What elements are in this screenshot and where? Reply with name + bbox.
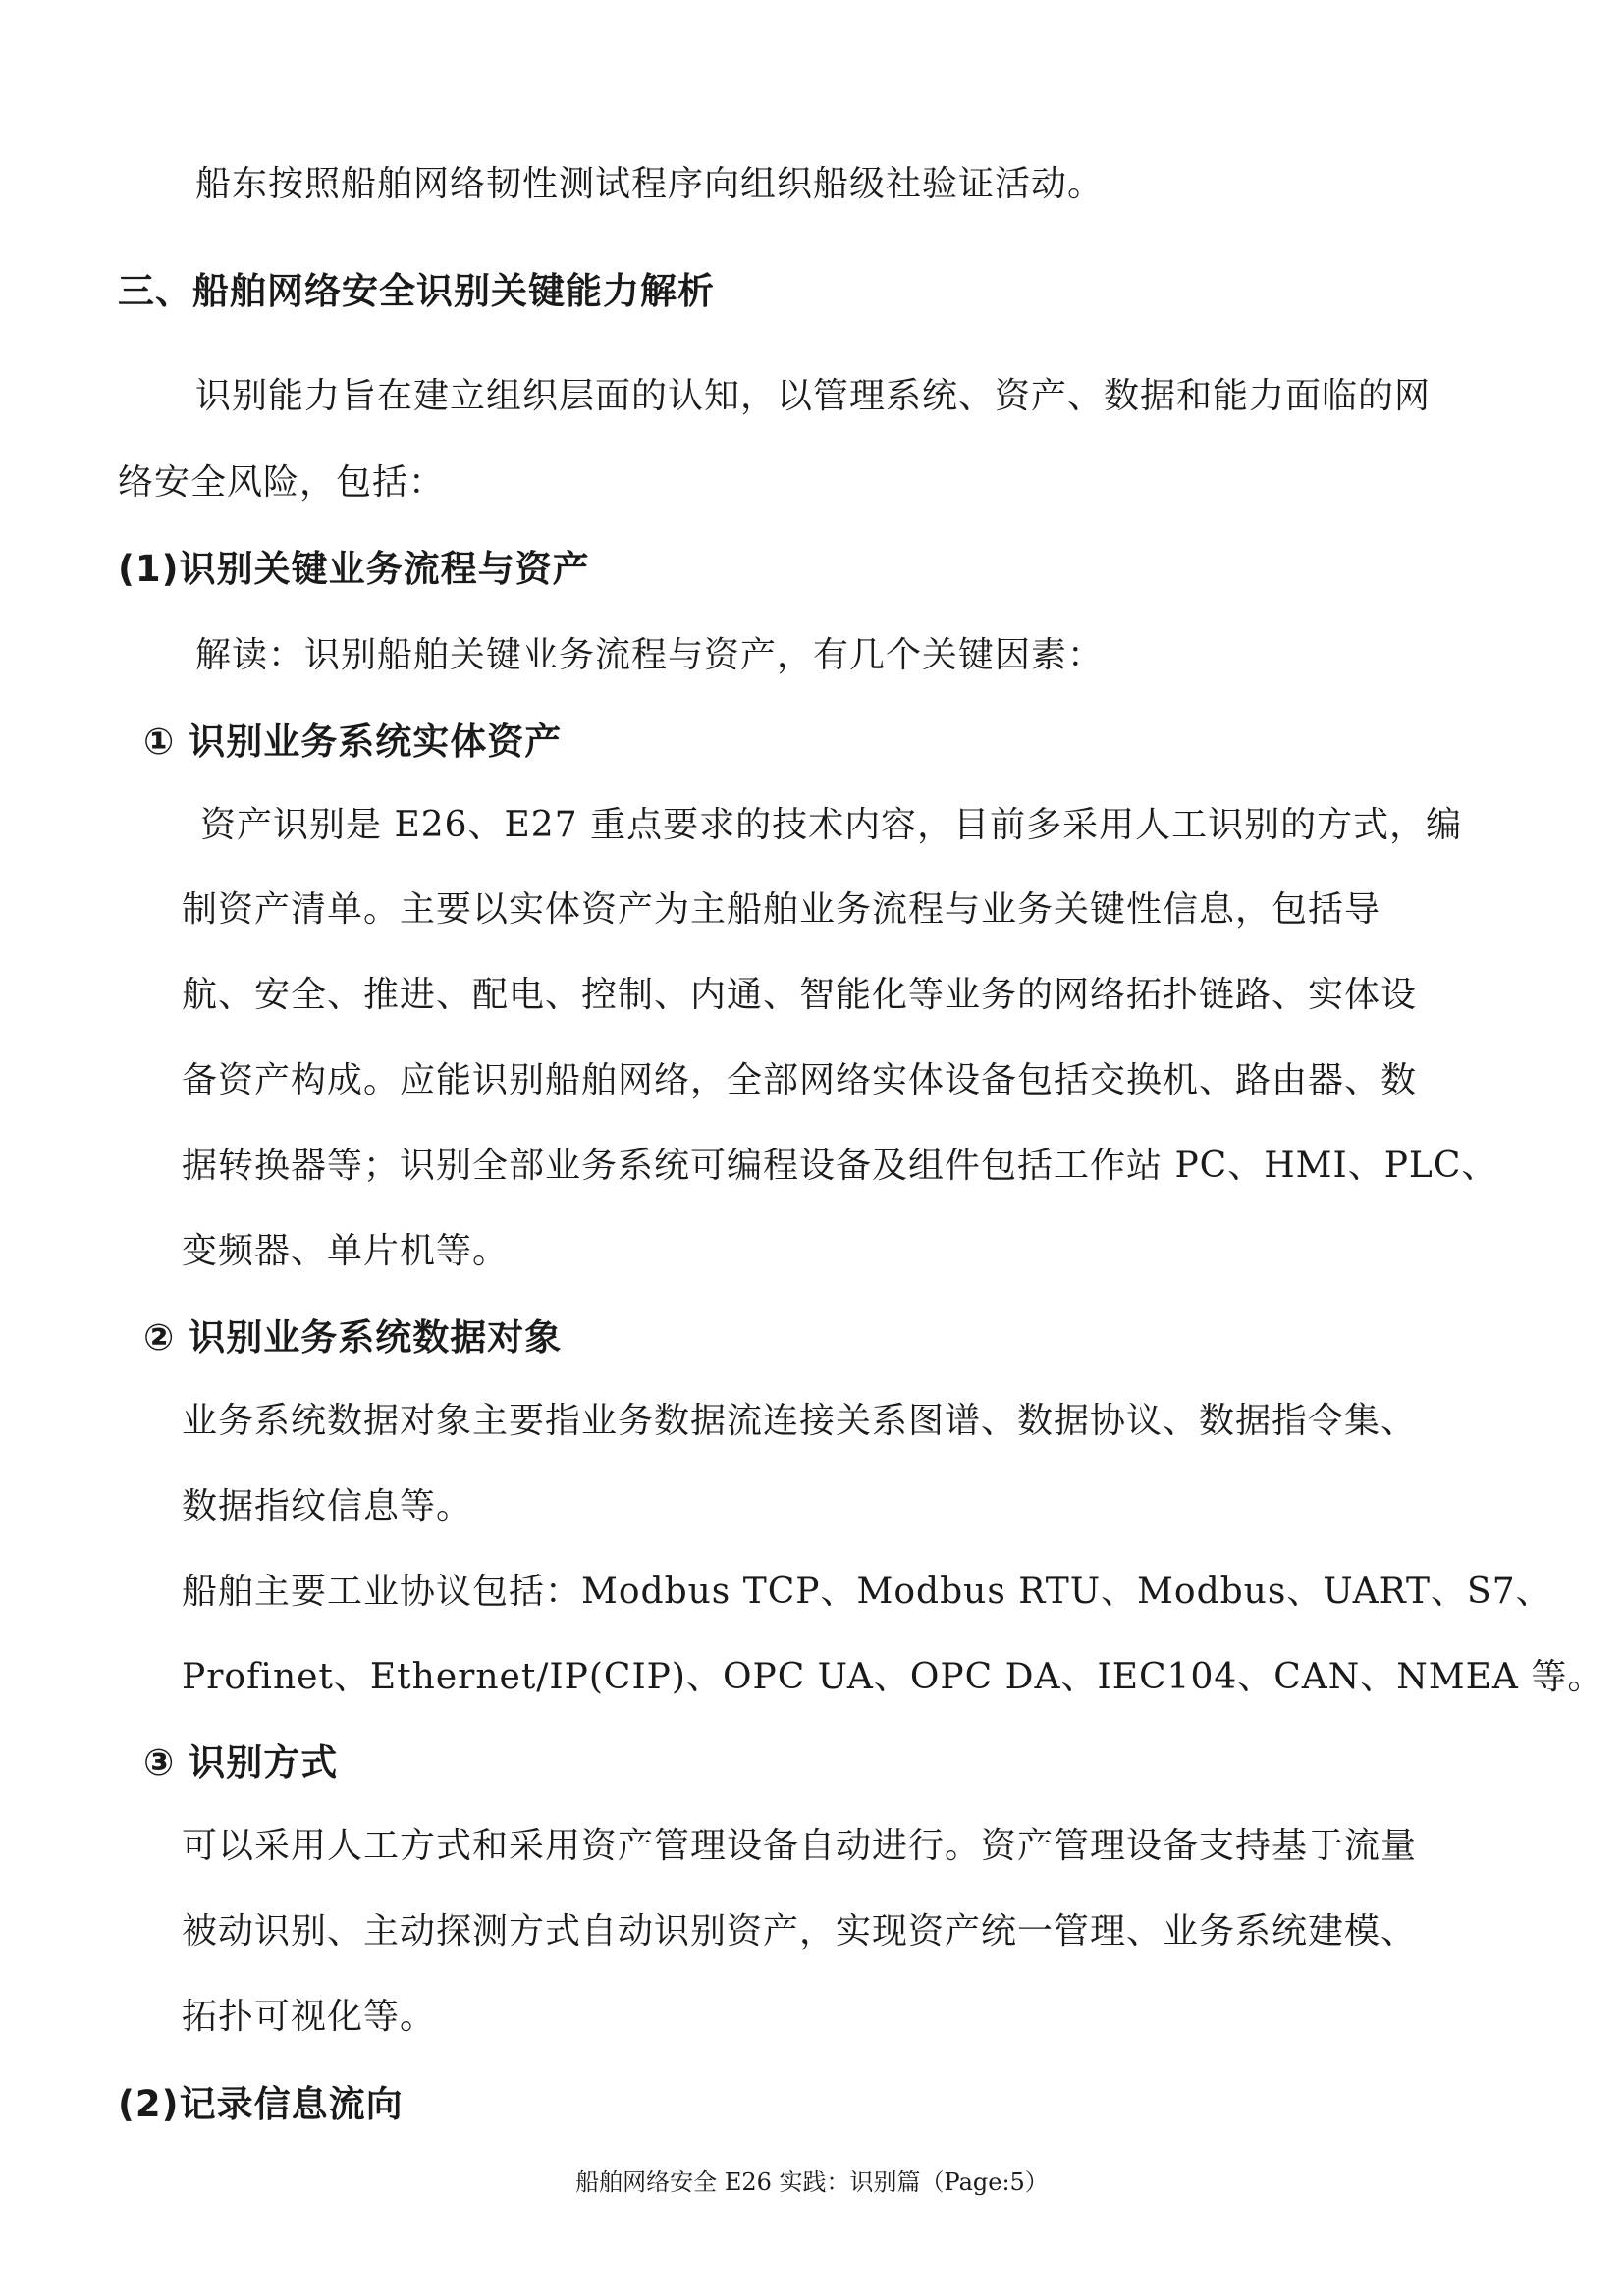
paragraph-line: 航、安全、推进、配电、控制、内通、智能化等业务的网络拓扑链路、实体设	[182, 975, 1418, 1015]
item-heading: ② 识别业务系统数据对象	[143, 1316, 563, 1359]
paragraph-line: 业务系统数据对象主要指业务数据流连接关系图谱、数据协议、数据指令集、	[182, 1401, 1418, 1441]
subsection-heading: (1)识别关键业务流程与资产	[118, 548, 590, 590]
paragraph-line: 备资产构成。应能识别船舶网络，全部网络实体设备包括交换机、路由器、数	[182, 1060, 1418, 1100]
item-heading: ③ 识别方式	[143, 1741, 339, 1784]
paragraph-line: 据转换器等；识别全部业务系统可编程设备及组件包括工作站 PC、HMI、PLC、	[182, 1146, 1498, 1186]
section-heading: 三、船舶网络安全识别关键能力解析	[118, 270, 715, 312]
paragraph-line: 识别能力旨在建立组织层面的认知，以管理系统、资产、数据和能力面临的网	[195, 376, 1432, 416]
paragraph-line: 被动识别、主动探测方式自动识别资产，实现资产统一管理、业务系统建模、	[182, 1911, 1418, 1951]
subsection-heading: (2)记录信息流向	[118, 2083, 404, 2125]
paragraph-line: 可以采用人工方式和采用资产管理设备自动进行。资产管理设备支持基于流量	[182, 1826, 1418, 1866]
item-heading: ① 识别业务系统实体资产	[143, 721, 563, 763]
page-footer: 船舶网络安全 E26 实践：识别篇（Page:5）	[575, 2168, 1049, 2196]
paragraph-line: 拓扑可视化等。	[182, 1997, 437, 2037]
paragraph-line: 数据指纹信息等。	[182, 1486, 473, 1526]
paragraph-line: 制资产清单。主要以实体资产为主船舶业务流程与业务关键性信息，包括导	[182, 889, 1381, 930]
paragraph-line: 变频器、单片机等。	[182, 1231, 510, 1271]
paragraph-line: 船舶主要工业协议包括：Modbus TCP、Modbus RTU、Modbus、UART、S7、	[182, 1572, 1552, 1612]
paragraph-line: Profinet、Ethernet/IP(CIP)、OPC UA、OPC DA、IEC104、CAN、NMEA 等。	[182, 1657, 1604, 1697]
paragraph-line: 船东按照船舶网络韧性测试程序向组织船级社验证活动。	[195, 164, 1105, 204]
paragraph-line: 资产识别是 E26、E27 重点要求的技术内容，目前多采用人工识别的方式，编	[200, 805, 1463, 845]
paragraph-line: 络安全风险，包括：	[118, 462, 446, 503]
paragraph-line: 解读：识别船舶关键业务流程与资产，有几个关键因素：	[195, 635, 1105, 675]
